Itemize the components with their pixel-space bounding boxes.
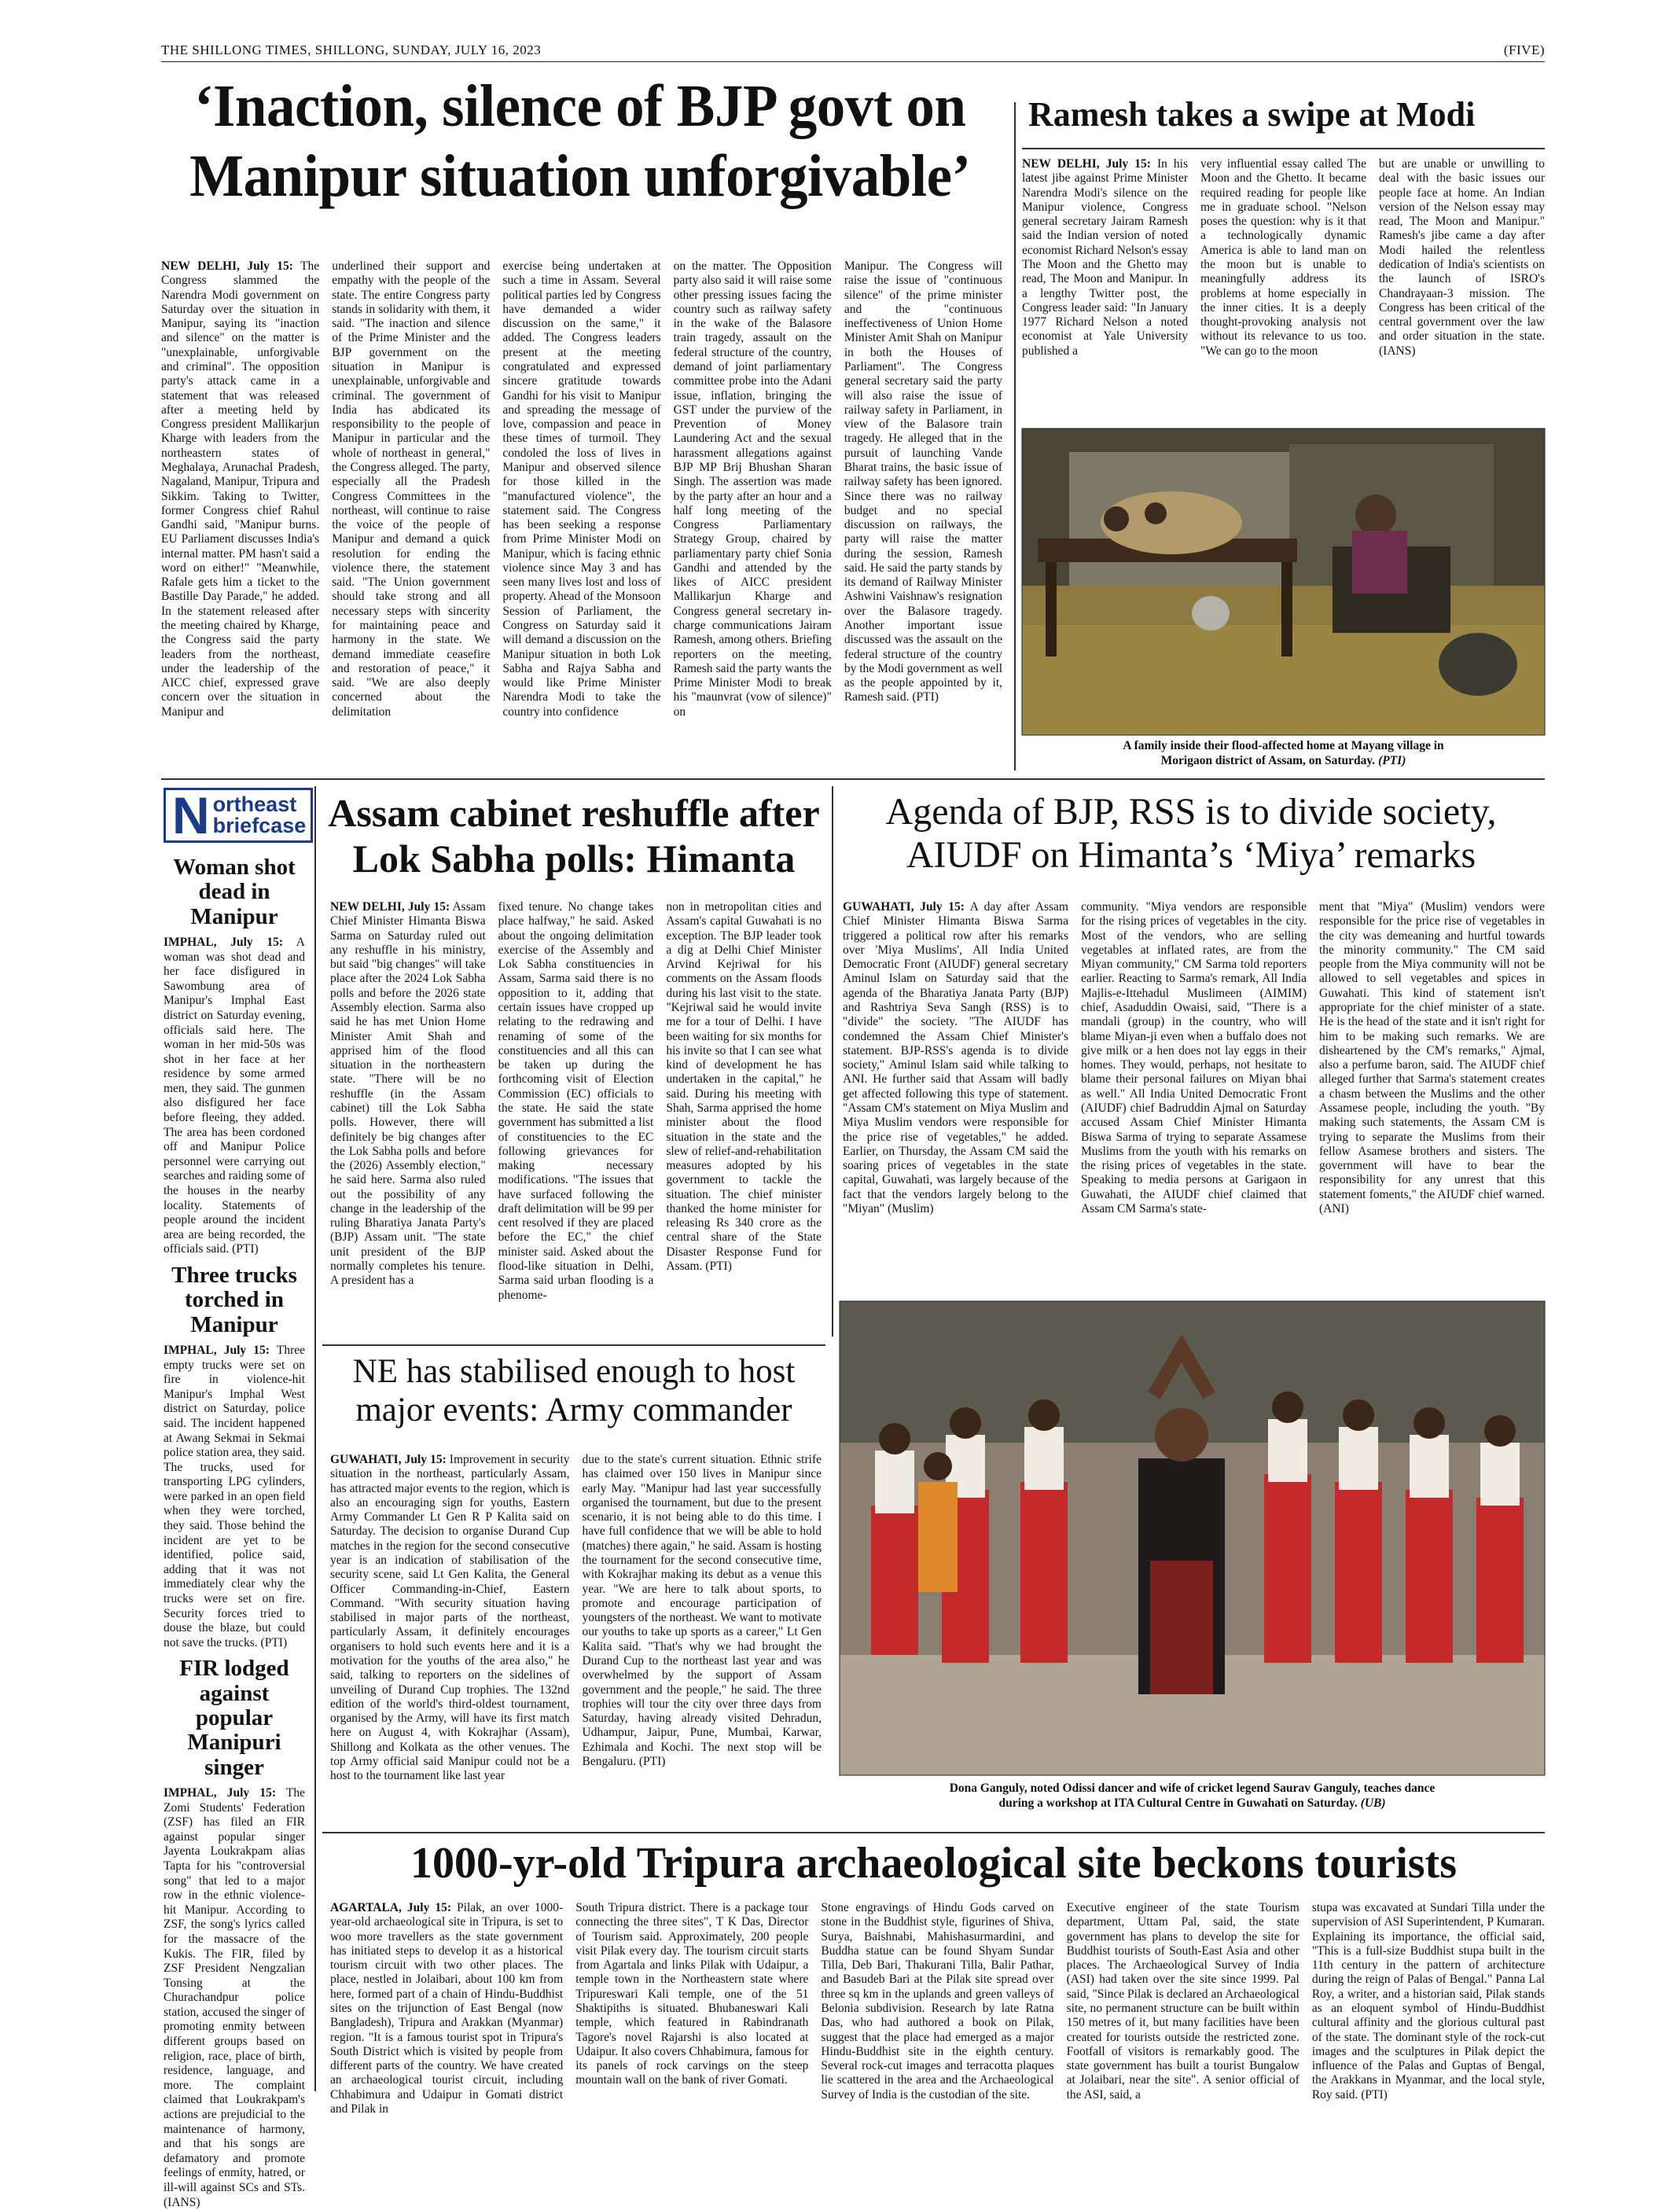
column: exercise being undertaken at such a time in Assam. Several political parties led by Congress have demanded a wider discussion on the same," it added. The Congress leaders present at the meeting congratulated and expressed sincere gratitude towards Gandhi for his visit to Manipur and spreading the message of love, compassion and peace in these times of turmoil. They condoled the loss of lives in Manipur and observed silence for those killed in the "manufactured violence", the statement said. The Congress has been seeking a response from Prime Minister Modi on Manipur, which is facing ethnic violence since May 3 and has seen many lives lost and loss of property. Ahead of the Monsoon Session of Parliament, the Congress on Saturday said it will demand a discussion on the Manipur situation in both Lok Sabha and Rajya Sabha and would like Prime Minister Narendra Modi to take the country into confidence [502,259,661,719]
divider [322,1344,825,1346]
flood-photo [1022,428,1545,735]
column: stupa was excavated at Sundari Tilla under the supervision of ASI Superintendent, P Kumaran. Explaining its importance, the official said, "This is a full-size Buddhist stupa built in the 11th century in the pattern of architecture during the reign of Palas of Bengal." Panna Lal Roy, a writer, and a historian said, Pilak stands as an eloquent symbol of Hindu-Buddhist cultural affinity and the glorious cultural past of the state. The dominant style of the rock-cut images and the sculptures in Pilak depict the influence of the Palas and Guptas of Bengal, the Arakkans in Myanmar, and the local style, Roy said. (PTI) [1311,1901,1546,2102]
column: community. "Miya vendors are responsible for the rising prices of vegetables in the city. Most of the vendors, who are selling vegetables at inflated rates, are from the Miyan community," CM Sarma told reporters earlier. Reacting to Sarma's remark, All India Majlis-e-Ittehadul Muslimeen (AIMIM) chief, Asaduddin Owaisi, said, "There is a mandali (group) in the country, who will blame Miyan-ji even when a buffalo does not give milk or a hen does not lay eggs in their homes. They would, perhaps, not hesitate to blame their personal failures on Miyan bhai as well." All India United Democratic Front (AIUDF) chief Badruddin Ajmal on Saturday accused Assam Chief Minister Himanta Biswa Sarma of trying to separate Assamese Muslims from the youth with his remarks on the rising prices of vegetables in the state. Speaking to media persons at Garigaon in Guwahati, the AIUDF chief claimed that Assam CM Sarma's state- [1081,900,1307,1215]
story-manipur-headline [161,72,1002,211]
column: GUWAHATI, July 15: Improvement in security situation in the northeast, particularly Assam, has attracted major events to the region, which is also an encouraging sign for youths, Eastern Army Commander Lt Gen R P Kalita said on Saturday. The decision to organise Durand Cup matches in the region for the second consecutive year is an indication of stabilisation of the security scene, said Lt Gen Kalita, the General Officer Commanding-in-Chief, Eastern Command. "With security situation having stabilised in major parts of the northeast, particularly Assam, it definitely encourages organisers to hold such events here and it is a motivation for the youths of the area also," he said, talking to reporters on the sidelines of unveiling of Durand Cup trophies. The 132nd edition of the world's third-oldest tournament, organised by the Army, will have its first match here on August 4, with Kokrajhar (Assam), Shillong and Kolkata as the other venues. The top Army official said Manipur could not be a host to the tournament like last year [330,1453,570,1783]
column: Stone engravings of Hindu Gods carved on stone in the Buddhist style, figurines of Shiva, Surya, Baishnabi, Mahishasurmardini, and Buddha statue can be found Shyam Sundar Tilla, Deb Bari, Thakurani Tilla, Balir Pathar, and Basudeb Bari at the Pilak site spread over three sq km in the uplands and green valleys of Belonia subdivision. Research by late Ratna Das, who had authored a book on Pilak, suggest that the place had emerged as a major Hindu-Buddhist site in the eighth century. Several rock-cut images and terracotta plaques lie scattered in the area and the Archaeological Survey of India is the custodian of the site. [821,1901,1054,2102]
dance-scene-image [840,1301,1545,1775]
column: due to the state's current situation. Ethnic strife has claimed over 150 lives in Manipur since early May. "Manipur had last year successfully organised the tournament, but due to the present scenario, it is not being able to do this time. I have full confidence that we will be able to hold (matches) there again," he said. Assam is hosting the tournament for the second consecutive time, with Kokrajhar making its debut as a venue this year. "We are here to talk about sports, to promote and encourage participation of youngsters of the northeast. We want to motivate our youths to take up sports as a career," Lt Gen Kalita said. "That's why we had brought the Durand Cup to the northeast last year and was overwhelmed by the support of Assam government and the people," he said. The three trophies will tour the city over three days from Saturday, having already visited Dehradun, Udhampur, Jaipur, Pune, Mumbai, Karwar, Ezhimala and Kochi. The next stop will be Bengaluru. (PTI) [582,1453,822,1768]
brief-title: Three trucks torched in Manipur [171,1263,297,1337]
story-ramesh [1022,94,1545,134]
column: NEW DELHI, July 15: The Congress slammed the Narendra Modi government on Saturday over the situation in Manipur, saying its "inaction and silence" on the matter is "unexplainable, unforgivable and criminal". The opposition party's attack came in a statement that was released after a meeting held by Congress president Mallikarjun Kharge with leaders from the northeastern states of Meghalaya, Arunachal Pradesh, Nagaland, Manipur, Tripura and Sikkim. Taking to Twitter, former Congress chief Rahul Gandhi said, "Manipur burns. EU Parliament discusses India's internal matter. PM hasn't said a word on either!" "Meanwhile, Rafale gets him a ticket to the Bastille Day Parade," he added. In the statement released after the meeting chaired by Kharge, the Congress said the party leaders from the northeast, under the leadership of the AICC chief, expressed grave concern over the situation in Manipur and [161,259,320,719]
column: NEW DELHI, July 15: In his latest jibe against Prime Minister Narendra Modi's silence on the Manipur violence, Congress general secretary Jairam Ramesh said the Indian version of noted economist Richard Nelson's essay The Moon and the Ghetto may read, The Moon and Manipur. In a lengthy Twitter post, the Congress leader said: "In January 1977 Richard Nelson a noted economist at Yale University published a [1022,157,1188,358]
flood-scene-image [1022,428,1545,735]
section-divider [161,778,1545,780]
column: GUWAHATI, July 15: A day after Assam Chief Minister Himanta Biswa Sarma triggered a political row after his remarks over 'Miya Muslims', All India United Democratic Front (AIUDF) general secretary Aminul Islam on Saturday said that the agenda of the Bharatiya Janata Party (BJP) and Rashtriya Seva Sangh (RSS) is to "divide" the society. "The AIUDF has condemned the Assam Chief Minister's statement. BJP-RSS's agenda is to divide society," Aminul Islam said while talking to ANI. He further said that Assam will badly get affected following this type of statement. "Assam CM's statement on Miya Muslim and Miya Muslim vendors were responsible for the price rise of vegetables," he added. Earlier, on Thursday, the Assam CM said the soaring prices of vegetables in the state capital, Guwahati, was largely because of the fact that the vendors largely belong to the "Miyan" (Muslim) [843,900,1068,1215]
column-rule [1014,102,1016,770]
briefcase-column: Woman shot dead in Manipur IMPHAL, July 15: A woman was shot dead and her face disfigured in Sawombung area of Manipur's Imphal East district on Saturday evening, officials said here. The woman in her mid-50s was shot in her face at her residence by some armed men, they said. The gunmen also disfigured her face before fleeing, they added. The area has been cordoned off and Manipur Police personnel were carrying out searches and raiding some of the houses in the nearby locality. Statements of people around the incident area are being recorded, the officials said. (PTI) Three trucks torched in Manipur IMPHAL, July 15: Three empty trucks were set on fire in violence-hit Manipur's Imphal West district on Saturday, police said. The incident happened at Awang Sekmai in Sekmai police station area, they said. The trucks, used for transporting LPG cylinders, were parked in an open field when they were torched, they said. Those behind the incident are yet to be identified, police said, adding that it was not immediately clear why the trucks were set on fire. Security forces tried to douse the blaze, but could not save the trucks. (PTI) FIR lodged against popular Manipuri singer IMPHAL, July 15: The Zomi Students' Federation (ZSF) has filed an FIR against popular singer Jayenta Loukrakpam alias Tapta for his "controversial song" that led to a major row in the ethnic violence-hit Manipur. According to ZSF, the song's lyrics called for the massacre of the Kukis. The FIR, filed by ZSF President Nengzalian Tonsing at the Churachandpur police station, accused the singer of promoting enmity between different groups based on religion, race, place of birth, residence, language, and more. The complaint claimed that Loukrakpam's actions are prejudicial to the maintenance of harmony, and that his songs are defamatory and promote feelings of enmity, hatred, or ill-will against SCs and STs. (IANS) [164,855,305,2209]
story-aiudf-headline: Agenda of BJP, RSS is to divide society, AIUDF on Himanta’s ‘Miya’ remarks [885,791,1497,876]
column-rule [832,786,833,1337]
northeast-briefcase-logo: N ortheast briefcase [164,788,313,843]
divider [1022,148,1545,149]
column: Executive engineer of the state Tourism department, Uttam Pal, said, the state government has plans to develop the site for Buddhist tourists of South-East Asia and other places. The Archaeological Survey of India (ASI) had taken over the site since 1999. Pal said, "Since Pilak is declared an Archaeological site, no permanent structure can be built within 150 metres of it, but many facilities have been created for tourists outside the restricted zone. Footfall of visitors is remarkably good. The state government has built a tourist Bungalow at Jolaibari, near the site". A senior official of the ASI, said, a [1066,1901,1300,2102]
page-number: (FIVE) [1503,42,1545,57]
masthead-title: THE SHILLONG TIMES, SHILLONG, SUNDAY, JULY 16, 2023 [161,42,542,57]
column: fixed tenure. No change takes place halfway," he said. Asked about the ongoing delimitation exercise of the Assembly and Lok Sabha constituencies in Assam, Sarma said there is no opposition to it, adding that certain issues have cropped up relating to the redrawing and renaming of some of the constituencies and all this can be taken up during the forthcoming visit of Election Commission (EC) officials to the state. He said the state government has submitted a list of constituencies to the EC following grievances for making necessary modifications. "The issues that have surfaced following the draft delimitation will be 99 per cent resolved if they are placed before the EC," the chief minister said. Asked about the flood-like situation in Delhi, Sarma said urban flooding is a phenome- [498,900,654,1302]
masthead [161,39,1545,62]
column-rule [314,786,316,2091]
story-tripura-body [330,1901,1545,2164]
column: NEW DELHI, July 15: Assam Chief Minister Himanta Biswa Sarma on Saturday ruled out any reshuffle in his ministry, but said "big changes" will take place after the 2024 Lok Sabha polls and before the 2026 state Assembly election. Sarma also said he has met Union Home Minister Amit Shah and apprised him of the flood situation in the northeastern state. "There will be no reshuffle (in the Assam cabinet) till the Lok Sabha polls. However, there will definitely be big changes after the Lok Sabha polls and before the (2026) Assembly election," he said here. Sarma also ruled out the possibility of any change in the leadership of the ruling Bharatiya Janata Party's (BJP) Assam unit. "The state unit president of the BJP normally completes his tenure. A president has a [330,900,486,1288]
brief-title: FIR lodged against popular Manipuri singer [179,1656,289,1780]
story-ramesh-body [1022,157,1545,417]
column: Manipur. The Congress will raise the issue of "continuous silence" of the prime minister and the "continuous ineffectiveness of Union Home Minister Amit Shah on Manipur in both the Houses of Parliament". The Congress general secretary said the party will also raise the issue of railway safety in Parliament, in view of the Balasore train tragedy. He alleged that in the pursuit of launching Vande Bharat trains, the basic issue of railway safety has been ignored. Since there was no railway budget and no special discussion on railways, the party will raise the matter during the session, Ramesh said. He said the party stands by its demand of Railway Minister Ashwini Vaishnaw's resignation over the Balasore tragedy. Another important issue discussed was the assault on the federal structure of the country by the Modi government as well as the people appointed by it, Ramesh said. (PTI) [844,259,1003,704]
headline: Ramesh takes a swipe at Modi [1028,95,1476,134]
logo-letter: N [172,786,210,844]
dance-workshop-photo [840,1301,1545,1775]
column: non in metropolitan cities and Assam's capital Guwahati is no exception. The BJP leader took a dig at Delhi Chief Minister Arvind Kejriwal for his comments on the Assam floods during his last visit to the state. "Kejriwal said he would invite me for a tour of Delhi. I have been waiting for six months for his invite so that I can see what kind of development he has undertaken in the capital," he said. During his meeting with Shah, Sarma apprised the home minister about the flood situation in the state and the slew of relief-and-rehabilitation measures adopted by his government to tackle the situation. The chief minister thanked the home minister for releasing Rs 340 crore as the central share of the State Disaster Response Fund for Assam. (PTI) [666,900,822,1274]
story-army-headline: NE has stabilised enough to host major events: Army commander [352,1353,796,1429]
column: AGARTALA, July 15: Pilak, an over 1000-year-old archaeological site in Tripura, is set to woo more travellers as the state government has initiated steps to develop it as a historical tourism circuit with two other places. The place, nestled in Jolaibari, about 100 km from here, formed part of a chain of Hindu-Buddhist sites on the trijunction of East Bengal (now Bangladesh), Tripura and Arakkan (Myanmar) region. "It is a famous tourist spot in Tripura's South District which is visited by people from different parts of the country. We have created an archaeological tourist circuit, including Chhabimura and Udaipur in Gomati district and Pilak in [330,1901,564,2116]
brief-title: Woman shot dead in Manipur [173,855,296,929]
column: ment that "Miya" (Muslim) vendors were responsible for the price rise of vegetables in the city was demeaning and hurtful towards the minority community." The CM said people from the Miya community will not be allowed to sell vegetables and spices in Guwahati. This kind of statement isn't appropriate for the chief minister of a state. He is the head of the state and it isn't right for him to be making such remarks. We are disheartened by the CM's remarks," Ajmal, also a perfume baron, said. The AIUDF chief alleged further that Sarma's statement creates a chasm between the Muslims and the other Assamese people, including the youth. "By making such statements, the Assam CM is trying to separate the Muslims from their fellow Asamese brothers and sisters. The government will have to bear the responsibility for any unrest that this statement foments," the AIUDF chief warned. (ANI) [1319,900,1545,1215]
headline-line-2: Manipur situation unforgivable’ [189,143,971,209]
story-aiudf-body [843,900,1545,1293]
headline-line-1: ‘Inaction, silence of BJP govt on [194,73,966,139]
story-assam-cabinet-headline: Assam cabinet reshuffle after Lok Sabha polls: Himanta [328,791,820,881]
story-manipur-body [161,259,1002,778]
column: very influential essay called The Moon and the Ghetto. It became required reading for people like me in graduate school. "Nelson poses the question: why is it that a technologically dynamic America is able to land man on the moon but is unable to meaningfully address its problems at home especially in the inner cities. It is a deeply thought-provoking analysis not without its relevance to us too. "We can go to the moon [1200,157,1366,358]
column: but are unable or unwilling to deal with the basic issues our people face at home. An Indian version of the Nelson essay may read, The Moon and Manipur." Ramesh's jibe came a day after Modi hailed the relentless dedication of India's scientists on the launch of ISRO's Chandrayaan-3 mission. The Congress has been critical of the central government over the law and order situation in the state. (IANS) [1379,157,1545,358]
dance-photo-caption: Dona Ganguly, noted Odissi dancer and wife of cricket legend Saurav Ganguly, teaches dance during a workshop at ITA Cultural Centre in Guwahati on Saturday. (UB) [949,1782,1436,1810]
column: underlined their support and empathy with the people of the state. The entire Congress party stands in solidarity with them, it said. "The inaction and silence of the Prime Minister and the BJP government on the situation in Manipur is unexplainable, unforgivable and criminal. The government of India has abdicated its responsibility to the people of Manipur in particular and the whole of northeast in general," the Congress alleged. The party, especially all the Pradesh Congress Committees in the northeast, will continue to raise the voice of the people of Manipur and demand a quick resolution for ending the violence there, the statement said. "The Union government should take strong and all necessary steps with sincerity for maintaining peace and harmony in the state. We demand immediate ceasefire and restoration of peace," it said. "We are also deeply concerned about the delimitation [332,259,491,719]
story-assam-cabinet-body [330,900,822,1340]
flood-photo-caption: A family inside their flood-affected home at Mayang village in Morigaon district of Assam, on Saturday. (PTI) [1123,739,1444,767]
column: South Tripura district. There is a package tour connecting the three sites", T K Das, Director of Tourism said. Approximately, 200 people visit Pilak every day. The tourism circuit starts from Agartala and links Pilak with Udaipur, a temple town in the Northeastern state where Tripureswari Kali temple, one of the 51 Shaktipiths is situated. Bhubaneswari Kali temple, which featured in Rabindranath Tagore's novel Rajarshi is also located at Udaipur. It also covers Chhabimura, famous for its panels of rock carvings on the steep mountain wall on the bank of river Gomati. [575,1901,809,2087]
section-divider [322,1832,1545,1833]
column: on the matter. The Opposition party also said it will raise some other pressing issues facing the country such as railway safety in the wake of the Balasore train tragedy, assault on the federal structure of the country, demand of joint parliamentary committee probe into the Adani issue, inflation, bringing the GST under the purview of the Prevention of Money Laundering Act and the sexual harassment allegations against BJP MP Brij Bhushan Sharan Singh. The assertion was made by the party after an hour and a half long meeting of the Congress Parliamentary Strategy Group, chaired by parliamentary party chief Sonia Gandhi and attended by the likes of AICC president Mallikarjun Kharge and Congress general secretary in-charge communications Jairam Ramesh, among others. Briefing reporters on the meeting, Ramesh said the party wants the Prime Minister Modi to break his "maunvrat (vow of silence)" on [673,259,832,719]
story-tripura-headline: 1000-yr-old Tripura archaeological site beckons tourists [410,1839,1457,1888]
